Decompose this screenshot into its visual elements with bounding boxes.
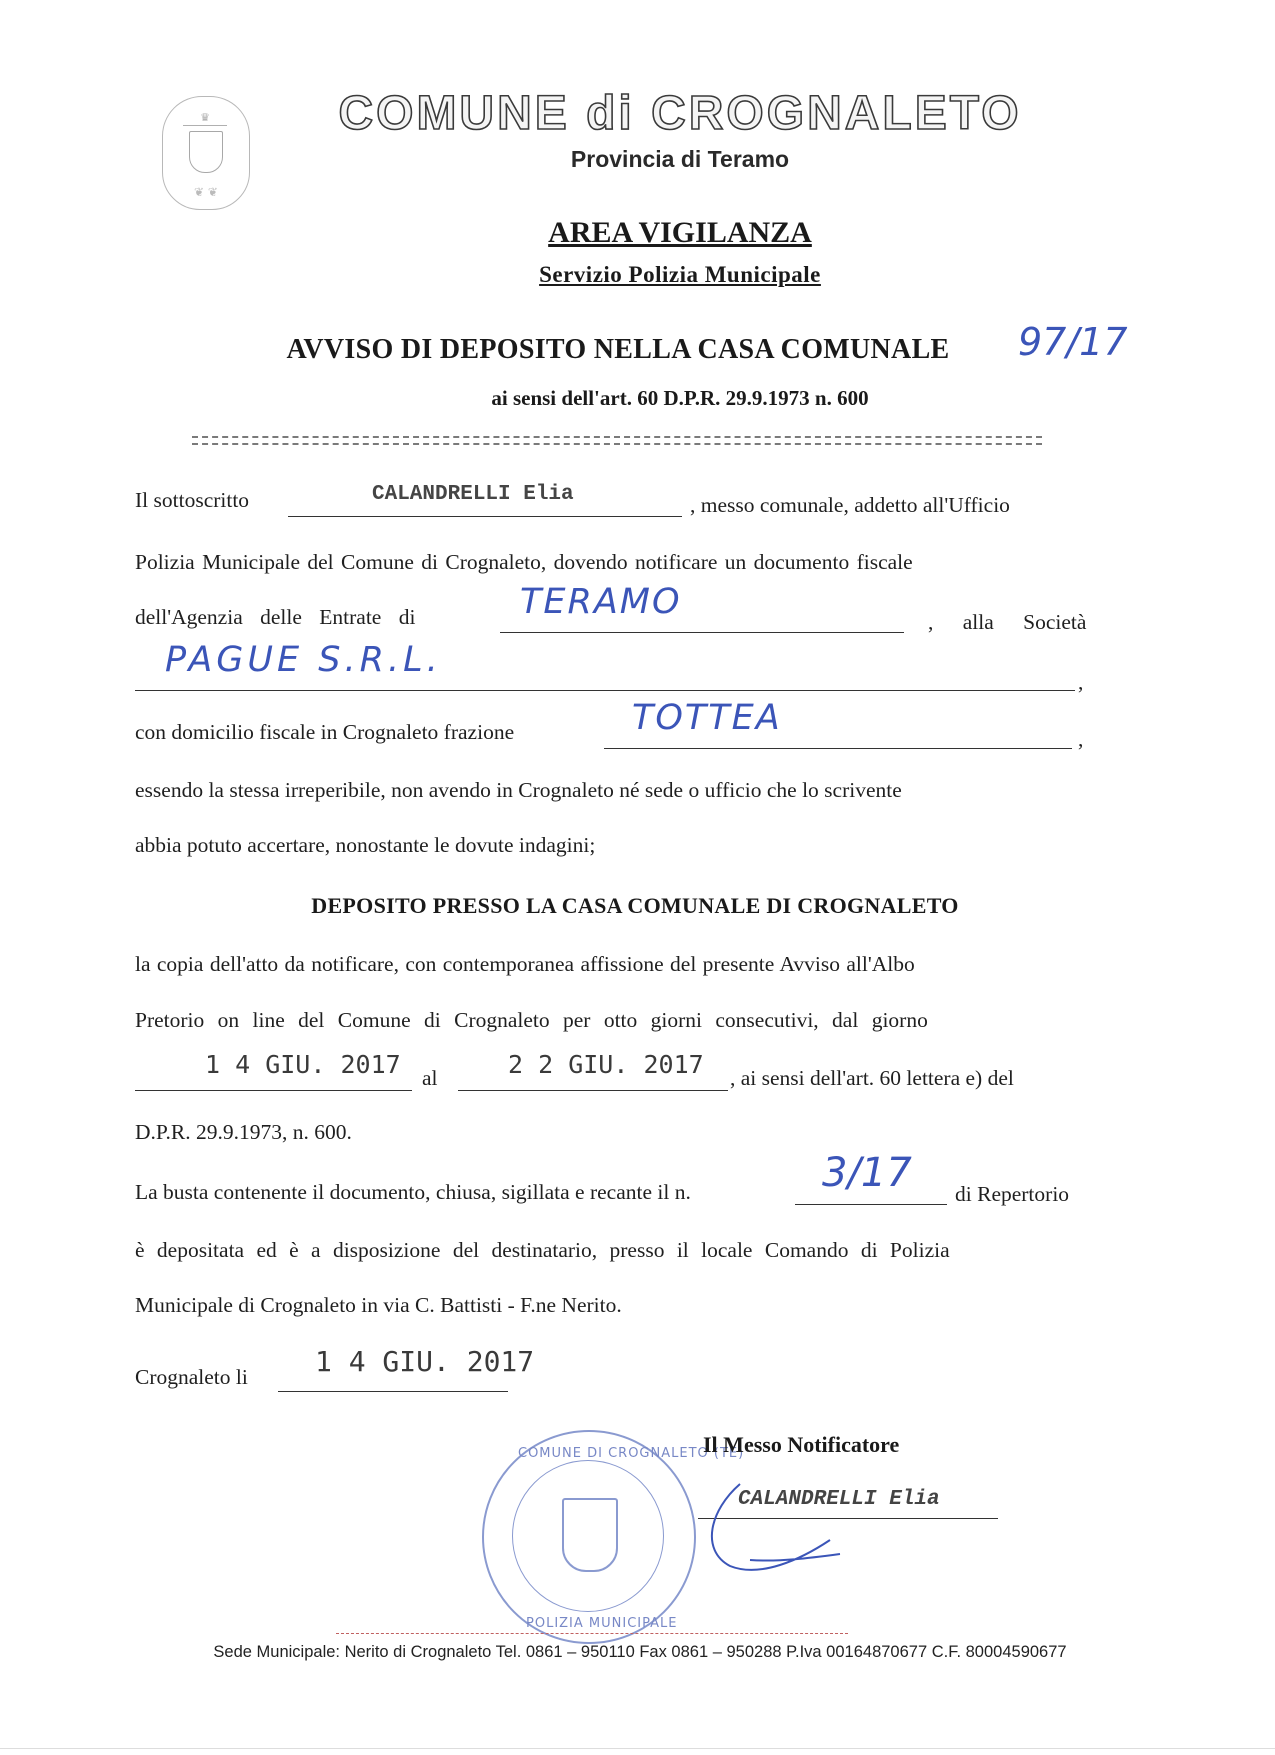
seal-bottom-text: POLIZIA MUNICIPALE [526,1616,678,1631]
footer-separator [336,1633,848,1634]
area-heading: AREA VIGILANZA [548,216,812,249]
protocol-number-handwritten: 97/17 [1018,320,1128,364]
shield-icon [189,131,223,173]
body-line-3b: , alla Società [928,610,1087,634]
body-line-3a: dell'Agenzia delle Entrate di [135,605,416,629]
body-line-10b: , ai sensi dell'art. 60 lettera e) del [730,1066,1014,1090]
body-line-5a: con domicilio fiscale in Crognaleto frazione [135,720,515,744]
body-line-8: la copia dell'atto da notificare, con contemporanea affissione del presente Avviso all'Albo [135,952,915,976]
separator-line [192,436,1042,445]
body-line-9: Pretorio on line del Comune di Crognaleto per otto giorni consecutivi, dal giorno [135,1008,928,1032]
service-heading: Servizio Polizia Municipale [539,262,821,287]
province-subtitle: Provincia di Teramo [570,146,790,172]
deposit-heading: DEPOSITO PRESSO LA CASA COMUNALE DI CROGNALETO [311,893,959,918]
repertorio-handwritten: 3/17 [822,1150,912,1196]
municipal-police-seal [482,1430,745,1644]
seal-coat-of-arms-icon [562,1498,618,1572]
handwritten-signature [690,1470,1010,1580]
body-line-2: Polizia Municipale del Comune di Crognaleto, dovendo notificare un documento fiscale [135,550,913,574]
body-line-14: Municipale di Crognaleto in via C. Battisti - F.ne Nerito. [135,1293,622,1317]
body-line-6: essendo la stessa irreperibile, non avendo in Crognaleto né sede o ufficio che lo scrivente [135,778,902,802]
laurel-icon: ❦ ❦ [194,185,218,199]
notice-title: AVVISO DI DEPOSITO NELLA CASA COMUNALE [286,334,950,365]
body-line-1b: , messo comunale, addetto all'Ufficio [690,493,1010,517]
date-to-stamp: 2 2 GIU. 2017 [508,1050,704,1079]
date-from-stamp: 1 4 GIU. 2017 [205,1050,401,1079]
municipal-crest-logo [162,96,250,210]
messenger-name-stamp: CALANDRELLI Elia [372,483,574,506]
body-line-10-al: al [422,1066,438,1090]
signatory-name-stamp: CALANDRELLI Elia [738,1488,940,1511]
body-line-11: D.P.R. 29.9.1973, n. 600. [135,1120,352,1144]
frazione-handwritten: TOTTEA [632,698,782,738]
seal-top-text: COMUNE DI CROGNALETO (TE) [518,1446,745,1461]
body-line-5-comma: , [1078,727,1084,751]
body-line-4-comma: , [1078,670,1084,694]
body-line-12a: La busta contenente il documento, chiusa, sigillata e recante il n. [135,1180,691,1204]
page-bottom-edge [0,1748,1275,1749]
body-line-13: è depositata ed è a disposizione del destinatario, presso il locale Comando di Polizia [135,1238,950,1262]
crown-icon: ♛ [183,111,227,126]
company-handwritten: PAGUE S.R.L. [165,640,442,680]
place-date-label: Crognaleto li [135,1365,248,1389]
body-line-7: abbia potuto accertare, nonostante le dovute indagini; [135,833,596,857]
agency-city-handwritten: TERAMO [520,582,682,622]
legal-reference: ai sensi dell'art. 60 D.P.R. 29.9.1973 n. 600 [491,386,869,410]
signatory-role: Il Messo Notificatore [703,1432,900,1457]
municipality-title: COMUNE di CROGNALETO [338,87,1022,140]
body-line-1a: Il sottoscritto [135,488,250,512]
body-line-12b: di Repertorio [955,1182,1070,1206]
place-date-stamp: 1 4 GIU. 2017 [315,1345,535,1378]
footer-address: Sede Municipale: Nerito di Crognaleto Tel. 0861 – 950110 Fax 0861 – 950288 P.Iva 00164870677 C.F. 80004590677 [213,1643,1067,1661]
